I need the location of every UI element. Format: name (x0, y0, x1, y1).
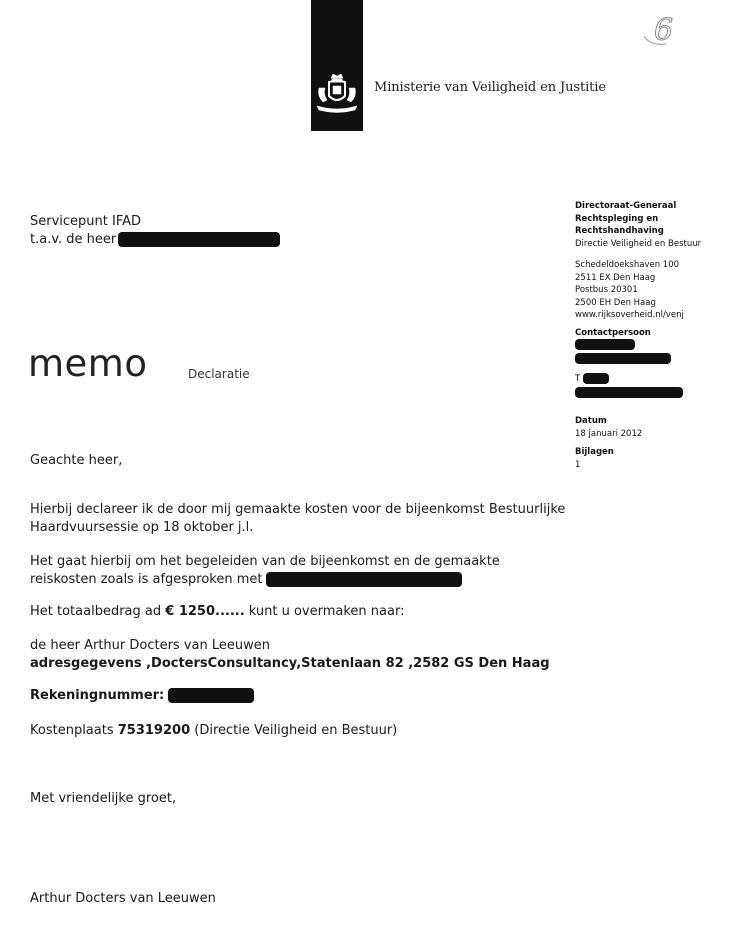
svg-text:6: 6 (654, 13, 674, 48)
total-prefix: Het totaalbedrag ad (30, 604, 166, 619)
redaction-bar (266, 572, 462, 587)
redaction-bar (575, 339, 635, 350)
handwritten-page-number (640, 6, 688, 50)
date-label: Datum (575, 416, 607, 426)
cost-prefix: Kostenplaats (30, 723, 118, 738)
memo-subject: Declaratie (188, 367, 250, 381)
redaction-bar (575, 353, 671, 364)
account-label: Rekeningnummer: (30, 688, 165, 703)
addressee-attention (30, 231, 280, 249)
contact-label: Contactpersoon (575, 327, 651, 338)
addressee-organisation: Servicepunt IFAD (30, 214, 142, 229)
closing: Met vriendelijke groet, (30, 791, 177, 806)
address-line: Schedeldoekshaven 100 (575, 260, 680, 270)
org-department: Directie Veiligheid en Bestuur (575, 238, 702, 249)
paragraph-line: Het gaat hierbij om het begeleiden van de bijeenkomst en de gemaakte (30, 554, 500, 569)
paragraph-text: reiskosten zoals is afgesproken met (30, 572, 263, 587)
redaction-bar (583, 373, 609, 384)
cost-centre-line (30, 722, 570, 740)
total-amount-line (30, 603, 570, 621)
address-line: 2511 EX Den Haag (575, 272, 656, 283)
redaction-bar (575, 387, 683, 398)
payee-block (30, 637, 590, 673)
ministry-name: Ministerie van Veiligheid en Justitie (374, 80, 606, 95)
phone-prefix: T (575, 374, 581, 384)
org-line: Rechtshandhaving (575, 226, 664, 236)
paragraph-1 (30, 501, 570, 537)
cost-number: 75319200 (117, 723, 191, 738)
attention-prefix: t.a.v. de heer (30, 232, 117, 247)
memo-title: memo (28, 342, 148, 385)
sender-sidebar (575, 200, 735, 471)
attachments-value: 1 (575, 459, 581, 470)
paragraph-2 (30, 553, 570, 589)
total-suffix: kunt u overmaken naar: (244, 604, 405, 619)
payee-address: adresgegevens ,DoctersConsultancy,Statenlaan 82 ,2582 GS Den Haag (30, 656, 550, 671)
paragraph-line: Hierbij declareer ik de door mij gemaakte kosten voor de bijeenkomst Bestuurlijke (30, 502, 566, 517)
attachments-label: Bijlagen (575, 447, 614, 457)
org-line: Rechtspleging en (575, 213, 659, 224)
total-amount: € 1250...... (165, 604, 245, 619)
payee-name: de heer Arthur Docters van Leeuwen (30, 638, 270, 653)
org-line: Directoraat-Generaal (575, 201, 677, 211)
salutation: Geachte heer, (30, 453, 123, 468)
address-line: 2500 EH Den Haag (575, 297, 656, 308)
redaction-bar (118, 232, 280, 247)
signature-name: Arthur Docters van Leeuwen (30, 891, 216, 906)
account-line (30, 687, 570, 705)
redaction-bar (168, 688, 254, 703)
website: www.rijksoverheid.nl/venj (575, 310, 684, 320)
addressee-block (30, 213, 280, 249)
paragraph-line: Haardvuursessie op 18 oktober j.l. (30, 520, 254, 535)
paragraph-line (30, 571, 570, 589)
date-value: 18 januari 2012 (575, 428, 643, 439)
address-line: Postbus 20301 (575, 285, 638, 295)
coat-of-arms-icon (311, 72, 363, 118)
cost-suffix: (Directie Veiligheid en Bestuur) (190, 723, 398, 738)
